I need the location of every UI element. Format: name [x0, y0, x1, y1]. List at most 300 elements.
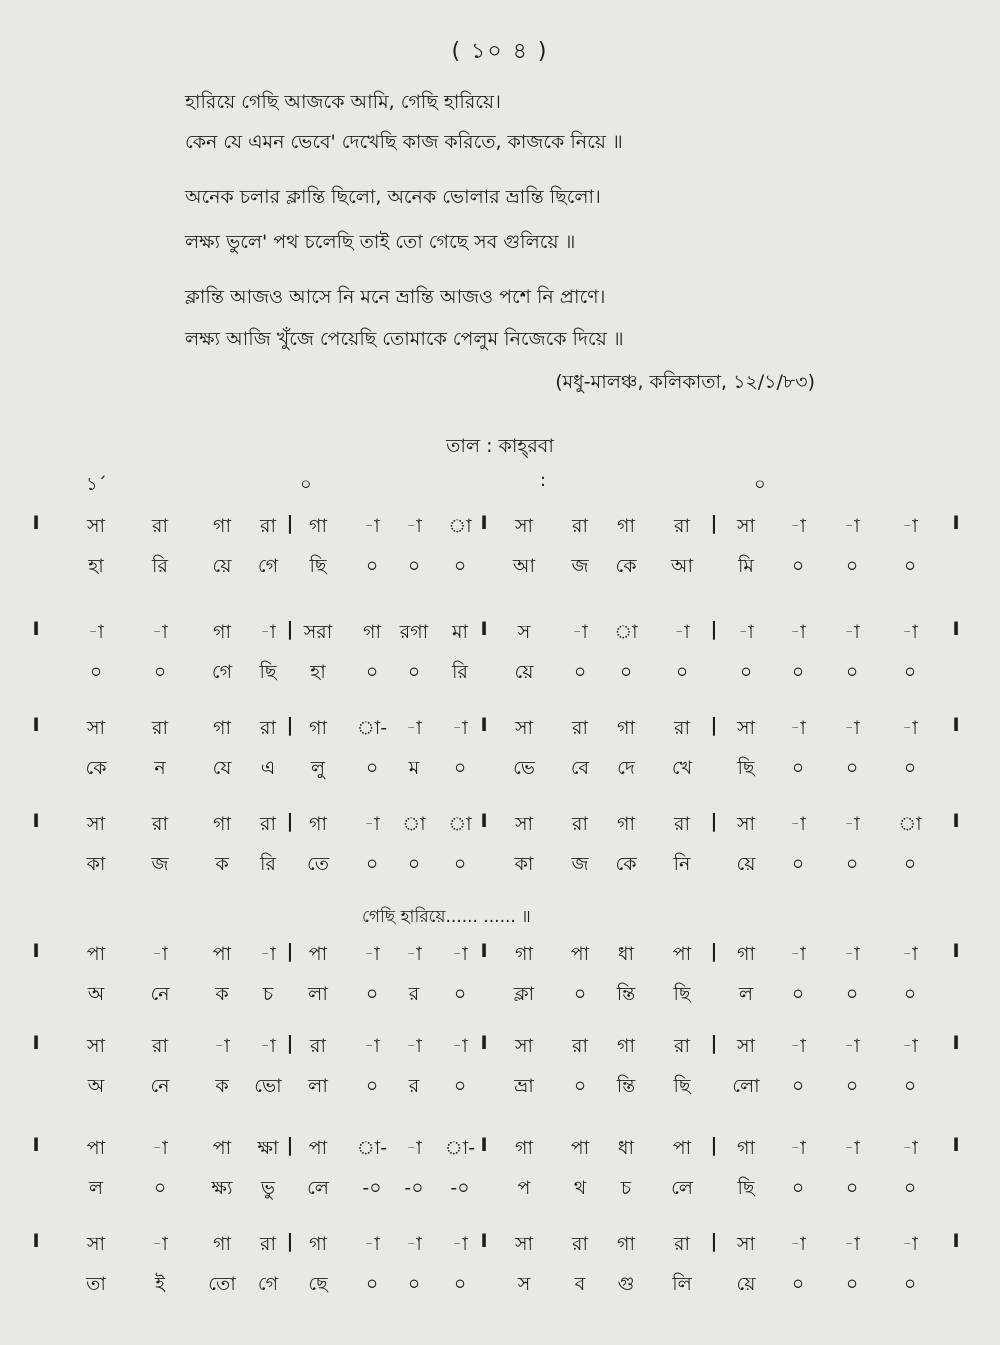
bani-syllable: লু [310, 757, 326, 779]
swara-note: গা [309, 515, 327, 537]
notation-row-3-bani [0, 754, 1000, 790]
swara-note: রা [152, 1035, 168, 1057]
notation-row-4-swara [0, 810, 1000, 846]
swara-note: -া [406, 943, 422, 965]
swara-note: গা [309, 1233, 327, 1255]
bani-syllable: গে [257, 555, 279, 577]
swara-note: গা [617, 515, 635, 537]
swara-note: রগা [399, 621, 429, 643]
bar-line: | [710, 714, 718, 736]
bani-syllable: ০ [573, 661, 587, 683]
bani-syllable: ছি [737, 1177, 755, 1199]
swara-note: -া [902, 1137, 918, 1159]
bani-syllable: ভু [260, 1177, 276, 1199]
bani-syllable: ন [154, 757, 166, 779]
bani-syllable: গে [211, 661, 233, 683]
bani-syllable: গে [257, 1273, 279, 1295]
swara-note: -া [844, 1137, 860, 1159]
bar-line: I [32, 810, 40, 832]
bar-line: | [710, 1134, 718, 1156]
bani-syllable: ০ [407, 555, 421, 577]
bani-syllable: ছে [308, 1273, 328, 1295]
bani-syllable: ০ [845, 661, 859, 683]
notation-row-7-bani [0, 1174, 1000, 1210]
notation-row-8-swara [0, 1230, 1000, 1266]
swara-note: া [614, 621, 638, 643]
swara-note: রা [260, 515, 276, 537]
swara-note: গা [737, 943, 755, 965]
bani-syllable: ল [738, 983, 754, 1005]
bar-line: | [710, 940, 718, 962]
bani-syllable: রি [152, 555, 168, 577]
swara-note: গা [213, 515, 231, 537]
bar-line: I [480, 714, 488, 736]
bani-syllable: ০ [791, 1177, 805, 1199]
bar-line: I [480, 810, 488, 832]
bar-line: | [286, 714, 294, 736]
notation-row-6-swara [0, 1032, 1000, 1068]
bani-syllable: আ [670, 555, 694, 577]
refrain-cue: গেছি হারিয়ে...... ...... ॥ [362, 907, 531, 927]
swara-note: সা [514, 1035, 534, 1057]
bani-syllable: কা [86, 853, 106, 875]
swara-note: -া [152, 1137, 168, 1159]
bani-syllable: কে [85, 757, 107, 779]
bani-syllable: -০ [404, 1177, 424, 1199]
bani-syllable: ০ [153, 661, 167, 683]
swara-note: া [448, 515, 472, 537]
bani-syllable: ০ [903, 1177, 917, 1199]
swara-note: সা [514, 515, 534, 537]
bani-syllable: ক্ষ্য [211, 1177, 233, 1199]
swara-note: সা [736, 717, 756, 739]
bani-syllable: খে [671, 757, 693, 779]
bani-syllable: এ [260, 757, 276, 779]
notation-row-2-bani [0, 658, 1000, 694]
bani-syllable: ০ [573, 1075, 587, 1097]
bani-syllable: কে [615, 555, 637, 577]
bani-syllable: র [408, 983, 420, 1005]
bani-syllable: ০ [845, 757, 859, 779]
bani-syllable: ছি [673, 983, 691, 1005]
bani-syllable: ০ [365, 1075, 379, 1097]
swara-note: গা [617, 813, 635, 835]
notation-row-3-swara [0, 714, 1000, 750]
bar-line: I [32, 1134, 40, 1156]
bani-syllable: ০ [903, 661, 917, 683]
bar-line: | [286, 1134, 294, 1156]
taal-label: তাল : কাহ্‌রবা [446, 435, 554, 457]
swara-note: -া [260, 1035, 276, 1057]
beat-mark-khali-2: ০ [754, 474, 766, 495]
bani-syllable: ল [88, 1177, 104, 1199]
swara-note: -া [790, 813, 806, 835]
swara-note: -া [406, 1137, 422, 1159]
bani-syllable: ০ [453, 983, 467, 1005]
bar-line: | [286, 1230, 294, 1252]
notation-row-1-swara [0, 512, 1000, 548]
swara-note: সা [86, 1035, 106, 1057]
bani-syllable: ০ [845, 1075, 859, 1097]
bani-syllable: ০ [845, 983, 859, 1005]
swara-note: রা [572, 1233, 588, 1255]
swara-note: রা [674, 1035, 690, 1057]
swara-note: -া [790, 515, 806, 537]
bani-syllable: ০ [675, 661, 689, 683]
bani-syllable: ০ [845, 1273, 859, 1295]
bar-line: I [32, 512, 40, 534]
swara-note: া- [444, 1137, 476, 1159]
bani-syllable: ০ [791, 983, 805, 1005]
swara-note: রা [152, 717, 168, 739]
bar-line: I [952, 1230, 960, 1252]
swara-note: া- [356, 1137, 388, 1159]
bar-line: | [710, 1032, 718, 1054]
swara-note: গা [213, 621, 231, 643]
swara-note: পা [308, 943, 328, 965]
swara-note: -া [406, 1035, 422, 1057]
bani-syllable: স [517, 1273, 531, 1295]
swara-note: -া [152, 943, 168, 965]
swara-note: রা [674, 813, 690, 835]
bani-syllable: ভে [513, 757, 535, 779]
bar-line: | [286, 940, 294, 962]
swara-note: া [448, 813, 472, 835]
swara-note: পা [672, 943, 692, 965]
swara-note: গা [515, 943, 533, 965]
swara-note: পা [672, 1137, 692, 1159]
swara-note: া [402, 813, 426, 835]
bani-syllable: থ [573, 1177, 587, 1199]
swara-note: -া [790, 1035, 806, 1057]
bani-syllable: ০ [407, 853, 421, 875]
bar-line: I [480, 940, 488, 962]
bar-line: | [710, 810, 718, 832]
swara-note: -া [674, 621, 690, 643]
notation-row-5-bani [0, 980, 1000, 1016]
swara-note: -া [902, 621, 918, 643]
bar-line: I [952, 1032, 960, 1054]
swara-note: -া [902, 1035, 918, 1057]
bani-syllable: লা [308, 983, 328, 1005]
swara-note: গা [309, 813, 327, 835]
swara-note: রা [152, 515, 168, 537]
bani-syllable: গু [617, 1273, 635, 1295]
bani-syllable: ব [574, 1273, 586, 1295]
bar-line: I [32, 1032, 40, 1054]
bar-line: I [952, 714, 960, 736]
swara-note: সা [514, 717, 534, 739]
bani-syllable: হা [88, 555, 104, 577]
bar-line: I [480, 1134, 488, 1156]
swara-note: গা [213, 1233, 231, 1255]
swara-note: পা [308, 1137, 328, 1159]
bani-syllable: চ [262, 983, 274, 1005]
composition-signature: (মধু-মালঞ্চ, কলিকাতা, ১২/১/৮৩) [555, 371, 815, 393]
swara-note: গা [363, 621, 381, 643]
swara-note: পা [86, 1137, 106, 1159]
swara-note: -া [364, 813, 380, 835]
bar-line: | [710, 512, 718, 534]
swara-note: মা [451, 621, 469, 643]
swara-note: -া [572, 621, 588, 643]
bani-syllable: ভ্রা [514, 1075, 534, 1097]
bani-syllable: ০ [791, 661, 805, 683]
bani-syllable: য়ে [514, 661, 534, 683]
swara-note: সা [514, 813, 534, 835]
lyric-line-6: লক্ষ্য আজি খুঁজে পেয়েছি তোমাকে পেলুম নিজেকে দিয়ে ॥ [185, 328, 624, 350]
swara-note: রা [674, 515, 690, 537]
swara-note: -া [902, 943, 918, 965]
bar-line: I [32, 940, 40, 962]
swara-note: -া [844, 813, 860, 835]
swara-note: গা [213, 813, 231, 835]
bani-syllable: ০ [453, 1273, 467, 1295]
bar-line: | [710, 1230, 718, 1252]
bani-syllable: ০ [903, 983, 917, 1005]
bani-syllable: কা [514, 853, 534, 875]
bar-line: I [480, 1230, 488, 1252]
swara-note: -া [844, 717, 860, 739]
bani-syllable: ০ [365, 555, 379, 577]
swara-note: রা [572, 717, 588, 739]
bani-syllable: অ [87, 1075, 105, 1097]
swara-note: সা [736, 515, 756, 537]
swara-note: -া [844, 943, 860, 965]
bani-syllable: লা [308, 1075, 328, 1097]
bani-syllable: ০ [407, 1273, 421, 1295]
bar-line: | [286, 618, 294, 640]
swara-note: -া [152, 1233, 168, 1255]
swara-note: সা [514, 1233, 534, 1255]
swara-note: -া [844, 1035, 860, 1057]
swara-note: সা [86, 717, 106, 739]
swara-note: -া [452, 717, 468, 739]
bani-syllable: ক [215, 853, 229, 875]
swara-note: সা [736, 1233, 756, 1255]
bani-syllable: তে [307, 853, 329, 875]
bani-syllable: নে [150, 983, 170, 1005]
swara-note: রা [260, 813, 276, 835]
bani-syllable: ০ [903, 555, 917, 577]
bar-line: I [952, 1134, 960, 1156]
bani-syllable: ০ [453, 853, 467, 875]
bani-syllable: প [517, 1177, 531, 1199]
bani-syllable: ই [155, 1273, 165, 1295]
bani-syllable: ক [215, 983, 229, 1005]
swara-note: গা [617, 717, 635, 739]
swara-note: া [898, 813, 922, 835]
bani-syllable: আ [512, 555, 536, 577]
bani-syllable: ০ [453, 757, 467, 779]
bani-syllable: ০ [739, 661, 753, 683]
bani-syllable: কে [615, 853, 637, 875]
beat-mark-divider: : [540, 470, 547, 491]
bani-syllable: তো [208, 1273, 236, 1295]
swara-note: সা [86, 1233, 106, 1255]
swara-note: রা [572, 515, 588, 537]
swara-note: সা [736, 813, 756, 835]
swara-note: সা [86, 813, 106, 835]
notation-row-6-bani [0, 1072, 1000, 1108]
beat-marks [0, 470, 1000, 500]
bani-syllable: ০ [365, 757, 379, 779]
swara-note: -া [452, 1233, 468, 1255]
bani-syllable: জ [571, 853, 589, 875]
swara-note: -া [364, 943, 380, 965]
bani-syllable: লি [672, 1273, 692, 1295]
bar-line: I [952, 940, 960, 962]
swara-note: পা [570, 1137, 590, 1159]
bani-syllable: ০ [845, 555, 859, 577]
page-number: ( ১০ ৪ ) [451, 39, 549, 64]
swara-note: -া [844, 515, 860, 537]
swara-note: রা [260, 1233, 276, 1255]
bar-line: | [286, 512, 294, 534]
bani-syllable: চ [620, 1177, 632, 1199]
swara-note: -া [214, 1035, 230, 1057]
swara-note: রা [310, 1035, 326, 1057]
lyric-line-3: অনেক চলার ক্লান্তি ছিলো, অনেক ভোলার ভ্রান্তি ছিলো। [185, 186, 601, 208]
bani-syllable: য়ে [736, 853, 756, 875]
beat-mark-khali: ০ [300, 474, 312, 495]
swara-note: -া [364, 515, 380, 537]
bani-syllable: র [408, 1075, 420, 1097]
bani-syllable: ০ [791, 1273, 805, 1295]
bani-syllable: ভো [254, 1075, 282, 1097]
swara-note: স [517, 621, 531, 643]
bani-syllable: লে [307, 1177, 329, 1199]
swara-note: -া [260, 943, 276, 965]
bani-syllable: ছি [309, 555, 327, 577]
bani-syllable: লে [671, 1177, 693, 1199]
notation-row-2-swara [0, 618, 1000, 654]
lyric-line-5: ক্লান্তি আজও আসে নি মনে ভ্রান্তি আজও পশে নি প্রাণে। [185, 286, 606, 308]
swara-note: া- [356, 717, 388, 739]
bani-syllable: ০ [407, 661, 421, 683]
swara-note: -া [790, 1137, 806, 1159]
bani-syllable: জ [151, 853, 169, 875]
swara-note: -া [452, 943, 468, 965]
bar-line: I [32, 714, 40, 736]
bar-line: I [952, 512, 960, 534]
notation-row-1-bani [0, 552, 1000, 588]
swara-note: -া [88, 621, 104, 643]
swara-note: -া [364, 1035, 380, 1057]
bani-syllable: ০ [89, 661, 103, 683]
swara-note: রা [572, 1035, 588, 1057]
swara-note: -া [844, 621, 860, 643]
swara-note: রা [674, 717, 690, 739]
swara-note: -া [152, 621, 168, 643]
swara-note: -া [406, 1233, 422, 1255]
lyric-line-2: কেন যে এমন ভেবে' দেখেছি কাজ করিতে, কাজকে নিয়ে ॥ [185, 131, 623, 153]
bani-syllable: যে [212, 757, 232, 779]
bani-syllable: ০ [903, 757, 917, 779]
bani-syllable: নে [150, 1075, 170, 1097]
swara-note: -া [844, 1233, 860, 1255]
bani-syllable: ০ [153, 1177, 167, 1199]
swara-note: গা [617, 1035, 635, 1057]
bani-syllable: হা [310, 661, 326, 683]
swara-note: ক্ষা [257, 1137, 279, 1159]
bar-line: I [32, 618, 40, 640]
swara-note: ধা [617, 1137, 635, 1159]
beat-mark-sam: ১´ [86, 474, 107, 495]
swara-note: -া [452, 1035, 468, 1057]
swara-note: -া [790, 717, 806, 739]
bar-line: I [480, 1032, 488, 1054]
bani-syllable: য়ে [212, 555, 232, 577]
bani-syllable: ক [215, 1075, 229, 1097]
bani-syllable: -০ [362, 1177, 382, 1199]
bani-syllable: ০ [791, 757, 805, 779]
bani-syllable: ০ [573, 983, 587, 1005]
swara-note: -া [790, 621, 806, 643]
swara-note: গা [737, 1137, 755, 1159]
swara-note: -া [902, 717, 918, 739]
bani-syllable: দে [617, 757, 635, 779]
swara-note: গা [617, 1233, 635, 1255]
swara-note: -া [790, 943, 806, 965]
notation-row-4-bani [0, 850, 1000, 886]
bani-syllable: বে [570, 757, 590, 779]
bani-syllable: ০ [845, 853, 859, 875]
bani-syllable: ক্লা [513, 983, 535, 1005]
bani-syllable: ছি [259, 661, 277, 683]
bani-syllable: ০ [365, 661, 379, 683]
bar-line: I [952, 810, 960, 832]
lyric-line-4: লক্ষ্য ভুলে' পথ চলেছি তাই তো গেছে সব গুলিয়ে ॥ [185, 231, 576, 253]
bar-line: I [952, 618, 960, 640]
bar-line: I [32, 1230, 40, 1252]
swara-note: পা [212, 943, 232, 965]
bani-syllable: ০ [791, 555, 805, 577]
swara-note: গা [515, 1137, 533, 1159]
swara-note: পা [570, 943, 590, 965]
swara-note: -া [738, 621, 754, 643]
bani-syllable: ছি [737, 757, 755, 779]
bani-syllable: ০ [845, 1177, 859, 1199]
bani-syllable: রি [452, 661, 468, 683]
bani-syllable: রি [260, 853, 276, 875]
swara-note: -া [790, 1233, 806, 1255]
swara-note: -া [406, 717, 422, 739]
bar-line: | [710, 618, 718, 640]
swara-note: রা [260, 717, 276, 739]
bani-syllable: ছি [673, 1075, 691, 1097]
swara-note: ধা [617, 943, 635, 965]
bani-syllable: ০ [791, 1075, 805, 1097]
bar-line: I [480, 512, 488, 534]
bani-syllable: ন্তি [616, 1075, 636, 1097]
bani-syllable: জ [571, 555, 589, 577]
swara-note: -া [364, 1233, 380, 1255]
bani-syllable: -০ [450, 1177, 470, 1199]
bani-syllable: ম [408, 757, 420, 779]
swara-note: -া [902, 1233, 918, 1255]
bani-syllable: ০ [365, 983, 379, 1005]
bani-syllable: ০ [619, 661, 633, 683]
swara-note: পা [86, 943, 106, 965]
bani-syllable: ০ [453, 1075, 467, 1097]
swara-note: সরা [303, 621, 333, 643]
bani-syllable: ০ [903, 1075, 917, 1097]
swara-note: -া [406, 515, 422, 537]
bani-syllable: ন্তি [616, 983, 636, 1005]
notation-row-8-bani [0, 1270, 1000, 1306]
swara-note: রা [674, 1233, 690, 1255]
